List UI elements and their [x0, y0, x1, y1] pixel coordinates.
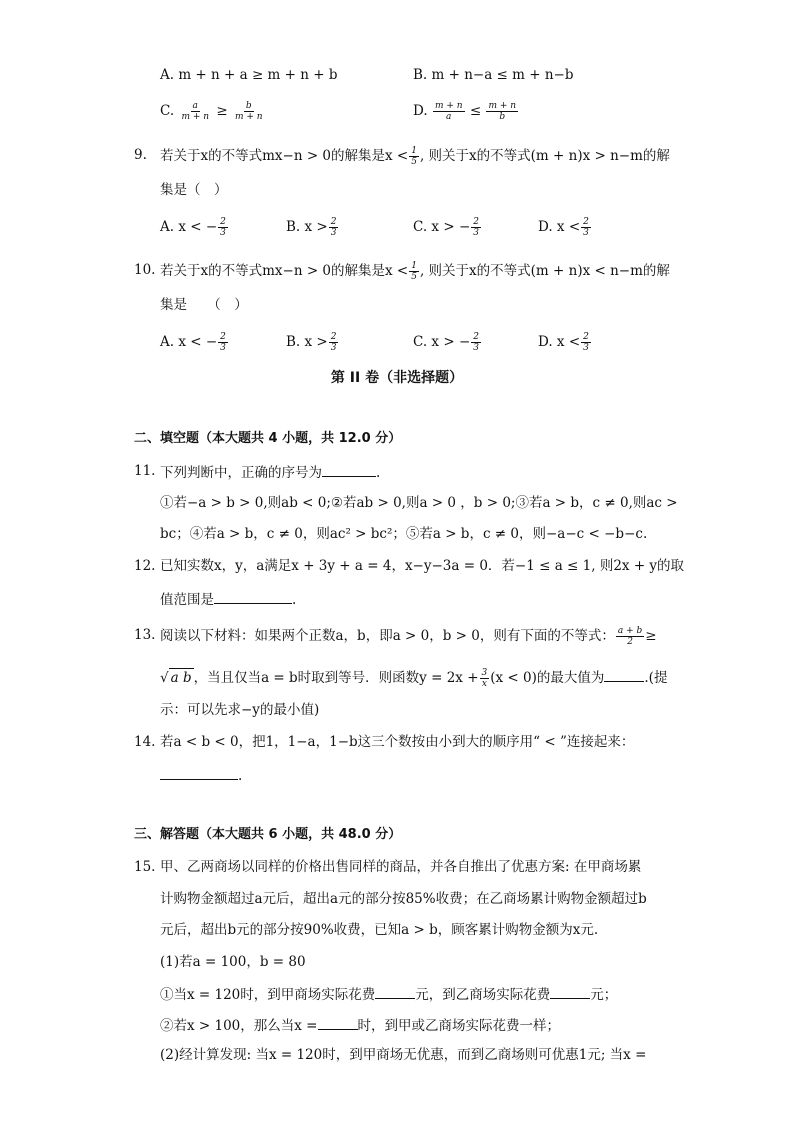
q15-blank-1: [375, 984, 415, 999]
q8-d-relation: ≤: [469, 103, 482, 119]
q15-line-1: 甲、乙两商场以同样的价格出售同样的商品，并各自推出了优惠方案: 在甲商场累: [160, 859, 642, 875]
q8-d-fraction-1: $\frac{m + n}{a}$: [434, 101, 463, 122]
q10-option-c: C. x > − $\frac{2}{3}$: [413, 332, 479, 353]
q9-line-1: 若关于x的不等式mx−n > 0的解集是x < $\frac{1}{5}$ , 则关于x的不等式(m + n)x > n−m的解: [160, 146, 670, 167]
q15-blank-3: [318, 1015, 358, 1030]
q11-number: 11.: [134, 463, 156, 479]
q15-number: 15.: [134, 859, 156, 875]
q15-line-6: ②若x > 100，那么当x = 时，到甲或乙商场实际花费一样；: [160, 1015, 560, 1035]
q13-number: 13.: [134, 627, 156, 643]
q11-answer-blank: [322, 462, 376, 477]
section-2-heading: 二、填空题（本大题共 4 小题，共 12.0 分）: [134, 431, 402, 446]
q10-option-d: D. x < $\frac{2}{3}$: [538, 332, 589, 353]
q14-answer-blank: [160, 765, 238, 780]
q12-answer-blank: [214, 589, 292, 604]
q8-option-c-label: C.: [160, 103, 175, 119]
q9-option-d: D. x < $\frac{2}{3}$: [538, 217, 589, 238]
q13-line-2: √ a b ，当且仅当a = b时取到等号．则函数y = 2x + $\frac{3}{x}$ (x < 0)的最大值为 .(提: [160, 668, 668, 689]
q8-c-fraction-1: $\frac{a}{m + n}$: [181, 101, 210, 122]
q8-option-a: A. m + n + a ≥ m + n + b: [160, 67, 338, 83]
q14-line-1: 若a < b < 0，把1，1−a，1−b这三个数按由小到大的顺序用“ < ”连接起来：: [160, 734, 635, 750]
q10-option-b: B. x > $\frac{2}{3}$: [286, 332, 337, 353]
q8-option-d: [413, 101, 519, 122]
q11-line-3: bc；④若a > b，c ≠ 0，则ac² > bc²；⑤若a > b，c ≠ 0，则−a−c < −b−c.: [160, 526, 648, 542]
q9-option-c: C. x > − $\frac{2}{3}$: [413, 217, 479, 238]
q11-line-1: 下列判断中，正确的序号为 .: [160, 462, 380, 482]
q15-line-3: 元后，超出b元的部分按90%收费，已知a > b，顾客累计购物金额为x元.: [160, 922, 599, 938]
q13-line-3: 示：可以先求−y的最小值): [160, 702, 320, 718]
q8-c-relation: ≥: [216, 103, 228, 119]
q8-d-fraction-2: $\frac{m + n}{b}$: [488, 101, 517, 122]
q15-line-7: (2)经计算发现: 当x = 120时，到甲商场无优惠，而到乙商场则可优惠1元; 当x =: [160, 1047, 647, 1063]
q14-number: 14.: [134, 734, 156, 750]
q13-answer-blank: [604, 667, 644, 682]
q14-line-2: .: [160, 765, 242, 785]
q15-line-5: ①当x = 120时，到甲商场实际花费 元，到乙商场实际花费 元；: [160, 984, 617, 1004]
section-3-heading: 三、解答题（本大题共 6 小题，共 48.0 分）: [134, 827, 402, 842]
q8-option-c: [160, 101, 266, 122]
q15-blank-2: [550, 984, 590, 999]
q10-line-2: 集是 （ ）: [160, 297, 248, 313]
q8-c-fraction-2: $\frac{b}{m + n}$: [234, 101, 263, 122]
q11-line-2: ①若−a > b > 0,则ab < 0;②若ab > 0,则a > 0 ，b > 0;③若a > b，c ≠ 0,则ac >: [160, 495, 678, 511]
q9-line-2: 集是（ ）: [160, 182, 228, 198]
q10-option-a: A. x < − $\frac{2}{3}$: [160, 332, 226, 353]
q12-line-2: 值范围是 .: [160, 589, 296, 609]
q12-number: 12.: [134, 558, 156, 574]
q8-option-d-label: D.: [413, 103, 428, 119]
q13-sqrt: a b: [170, 670, 192, 686]
q10-line-1: 若关于x的不等式mx−n > 0的解集是x < $\frac{1}{5}$ , 则关于x的不等式(m + n)x < n−m的解: [160, 261, 670, 282]
q9-option-a: A. x < − $\frac{2}{3}$: [160, 217, 226, 238]
q9-number: 9.: [134, 147, 147, 163]
q15-line-2: 计购物金额超过a元后，超出a元的部分按85%收费；在乙商场累计购物金额超过b: [160, 891, 647, 907]
q8-option-b: B. m + n−a ≤ m + n−b: [413, 67, 574, 83]
q9-option-b: B. x > $\frac{2}{3}$: [286, 217, 337, 238]
q12-line-1: 已知实数x，y，a满足x + 3y + a = 4，x−y−3a = 0．若−1 ≤ a ≤ 1, 则2x + y的取: [160, 558, 685, 574]
part-2-title: 第 II 卷（非选择题）: [330, 370, 464, 386]
q10-number: 10.: [134, 262, 156, 278]
q13-line-1: 阅读以下材料：如果两个正数a，b，即a > 0，b > 0，则有下面的不等式： $\frac{a + b}{2}$ ≥: [160, 626, 657, 647]
q15-line-4: (1)若a = 100，b = 80: [160, 954, 306, 970]
